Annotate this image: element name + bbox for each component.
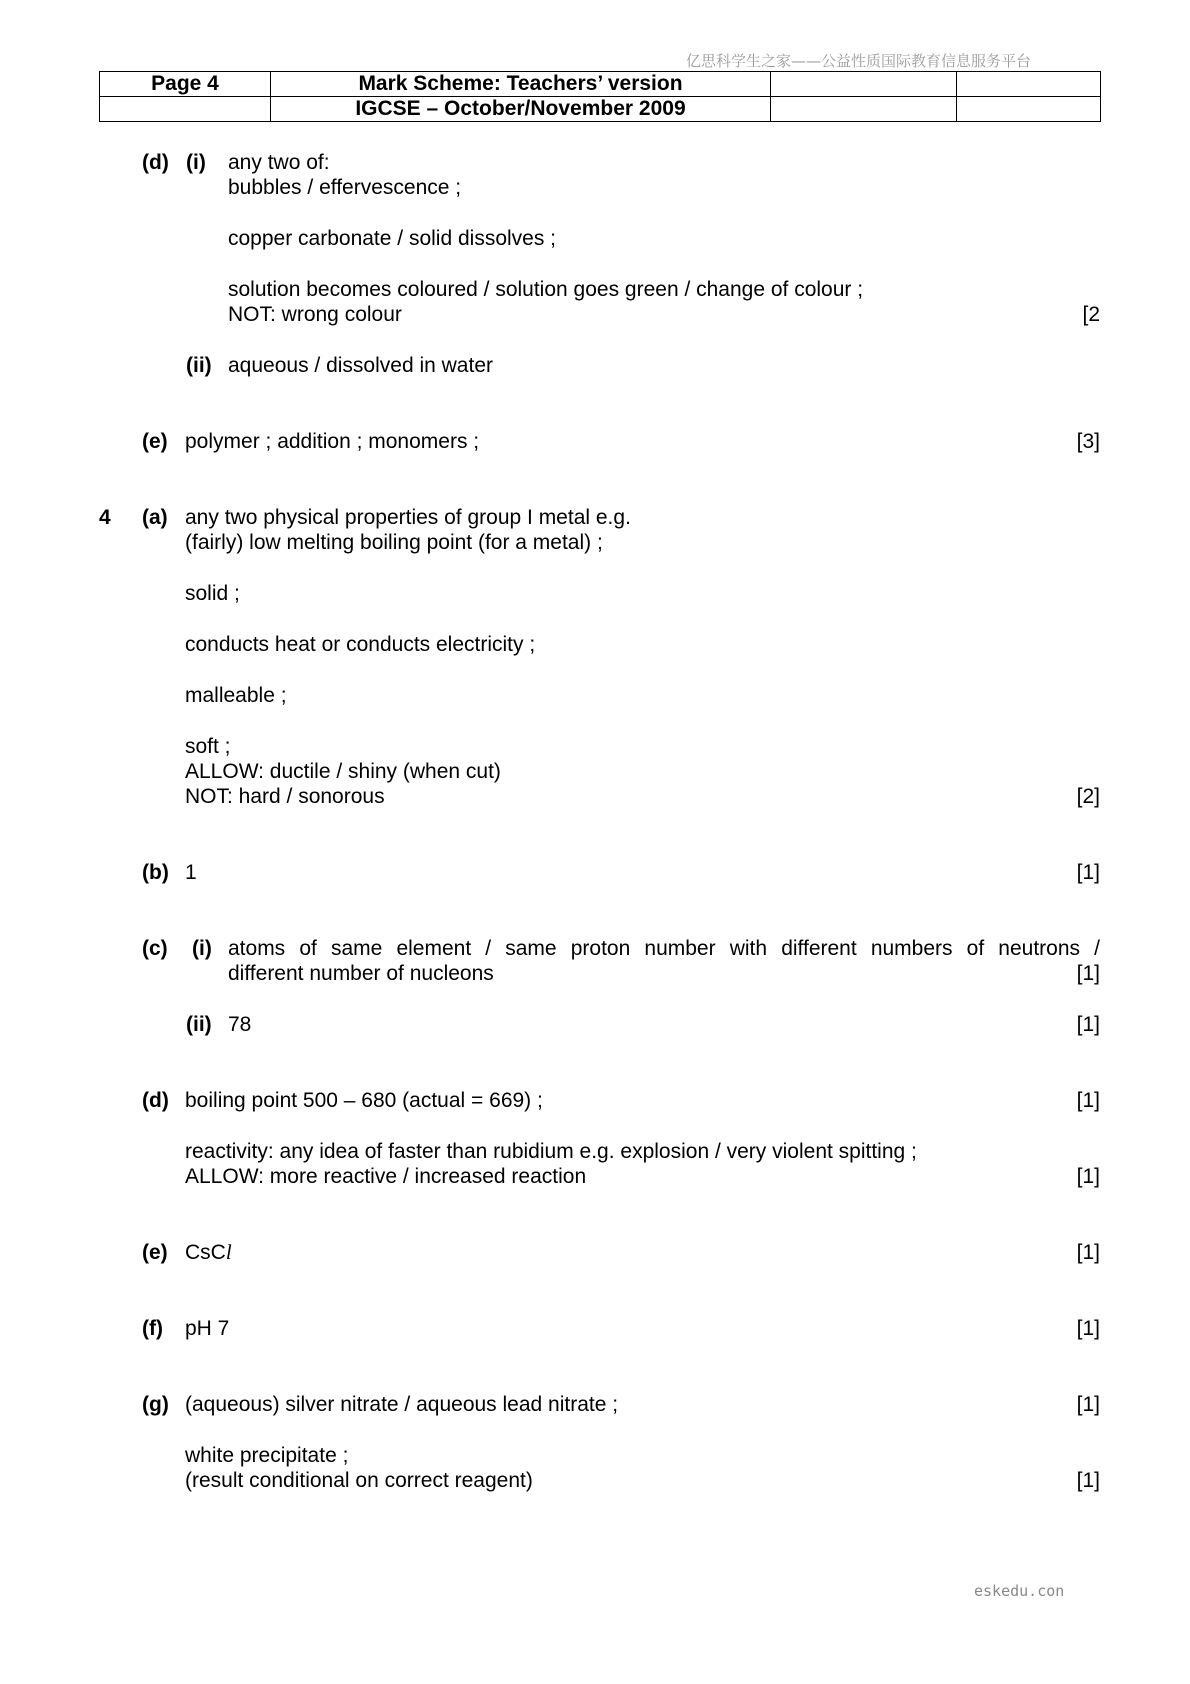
mark: [1]	[1076, 1469, 1100, 1492]
header-empty-cell	[100, 97, 271, 122]
q4-a-line: NOT: hard / sonorous	[185, 785, 385, 808]
mark: [2]	[1076, 785, 1100, 808]
q4-g-label: (g)	[142, 1393, 169, 1416]
q3-d-i-label: (i)	[186, 151, 206, 174]
q3-d-i-line: bubbles / effervescence ;	[228, 176, 462, 199]
q3-d-i-line: NOT: wrong colour	[228, 303, 402, 326]
mark: [1]	[1076, 861, 1100, 884]
mark: [1]	[1076, 1089, 1100, 1112]
q3-e-label: (e)	[142, 430, 168, 453]
mark: [1]	[1076, 1241, 1100, 1264]
q4-g-line2: white precipitate ;	[185, 1444, 349, 1467]
watermark-top: 亿思科学生之家——公益性质国际教育信息服务平台	[686, 52, 1032, 70]
q4-c-i-line1: atoms of same element / same proton number with different numbers of neutrons /	[228, 937, 1100, 960]
q3-d-i-line: any two of:	[228, 151, 330, 174]
mark: [1]	[1076, 1317, 1100, 1340]
mark: [2	[1082, 303, 1100, 326]
q3-d-ii-label: (ii)	[186, 354, 212, 377]
header-empty-cell	[957, 72, 1101, 97]
header-title: Mark Scheme: Teachers’ version	[271, 72, 771, 97]
q4-number: 4	[99, 506, 111, 529]
q4-a-line: soft ;	[185, 735, 231, 758]
header-page: Page 4	[100, 72, 271, 97]
header-empty-cell	[957, 97, 1101, 122]
header-table	[99, 71, 1101, 122]
q4-a-line: ALLOW: ductile / shiny (when cut)	[185, 760, 501, 783]
q4-e-text-ital: l	[225, 1240, 232, 1264]
q4-c-i-line2: different number of nucleons	[228, 962, 494, 985]
mark: [1]	[1076, 962, 1100, 985]
header-empty-cell	[771, 97, 957, 122]
q4-a-line: malleable ;	[185, 684, 287, 707]
q3-d-i-line: copper carbonate / solid dissolves ;	[228, 227, 557, 250]
q4-a-line: solid ;	[185, 582, 240, 605]
q4-f-label: (f)	[142, 1317, 163, 1340]
q4-a-line: (fairly) low melting boiling point (for a metal) ;	[185, 531, 603, 554]
q4-a-line: conducts heat or conducts electricity ;	[185, 633, 536, 656]
q4-a-line: any two physical properties of group I metal e.g.	[185, 506, 631, 529]
q4-d-line2: reactivity: any idea of faster than rubidium e.g. explosion / very violent spitting ;	[185, 1140, 917, 1163]
q4-b-label: (b)	[142, 861, 169, 884]
q4-c-i-label: (i)	[192, 937, 212, 960]
q4-b-text: 1	[185, 861, 197, 884]
q3-d-i-line: solution becomes coloured / solution goes green / change of colour ;	[228, 278, 864, 301]
q4-d-line3: ALLOW: more reactive / increased reaction	[185, 1165, 587, 1188]
q4-e-text	[185, 1240, 232, 1265]
header-exam: IGCSE – October/November 2009	[271, 97, 771, 122]
q4-f-text: pH 7	[185, 1317, 230, 1340]
q4-d-label: (d)	[142, 1089, 169, 1112]
q4-g-line1: (aqueous) silver nitrate / aqueous lead nitrate ;	[185, 1393, 619, 1416]
q4-d-line1: boiling point 500 – 680 (actual = 669) ;	[185, 1089, 543, 1112]
mark: [3]	[1076, 430, 1100, 453]
q3-d-label: (d)	[142, 151, 169, 174]
mark: [1]	[1076, 1393, 1100, 1416]
mark: [1]	[1076, 1165, 1100, 1188]
q3-d-ii-text: aqueous / dissolved in water	[228, 354, 493, 377]
q3-e-text: polymer ; addition ; monomers ;	[185, 430, 480, 453]
q4-c-ii-text: 78	[228, 1013, 252, 1036]
mark: [1]	[1076, 1013, 1100, 1036]
q4-e-label: (e)	[142, 1241, 168, 1264]
q4-c-label: (c)	[142, 937, 168, 960]
q4-c-ii-label: (ii)	[186, 1013, 212, 1036]
q4-e-text-main: CsC	[185, 1241, 226, 1264]
watermark-bottom: eskedu.con	[974, 1582, 1065, 1600]
q4-a-label: (a)	[142, 506, 168, 529]
q4-g-line3: (result conditional on correct reagent)	[185, 1469, 533, 1492]
header-empty-cell	[771, 72, 957, 97]
